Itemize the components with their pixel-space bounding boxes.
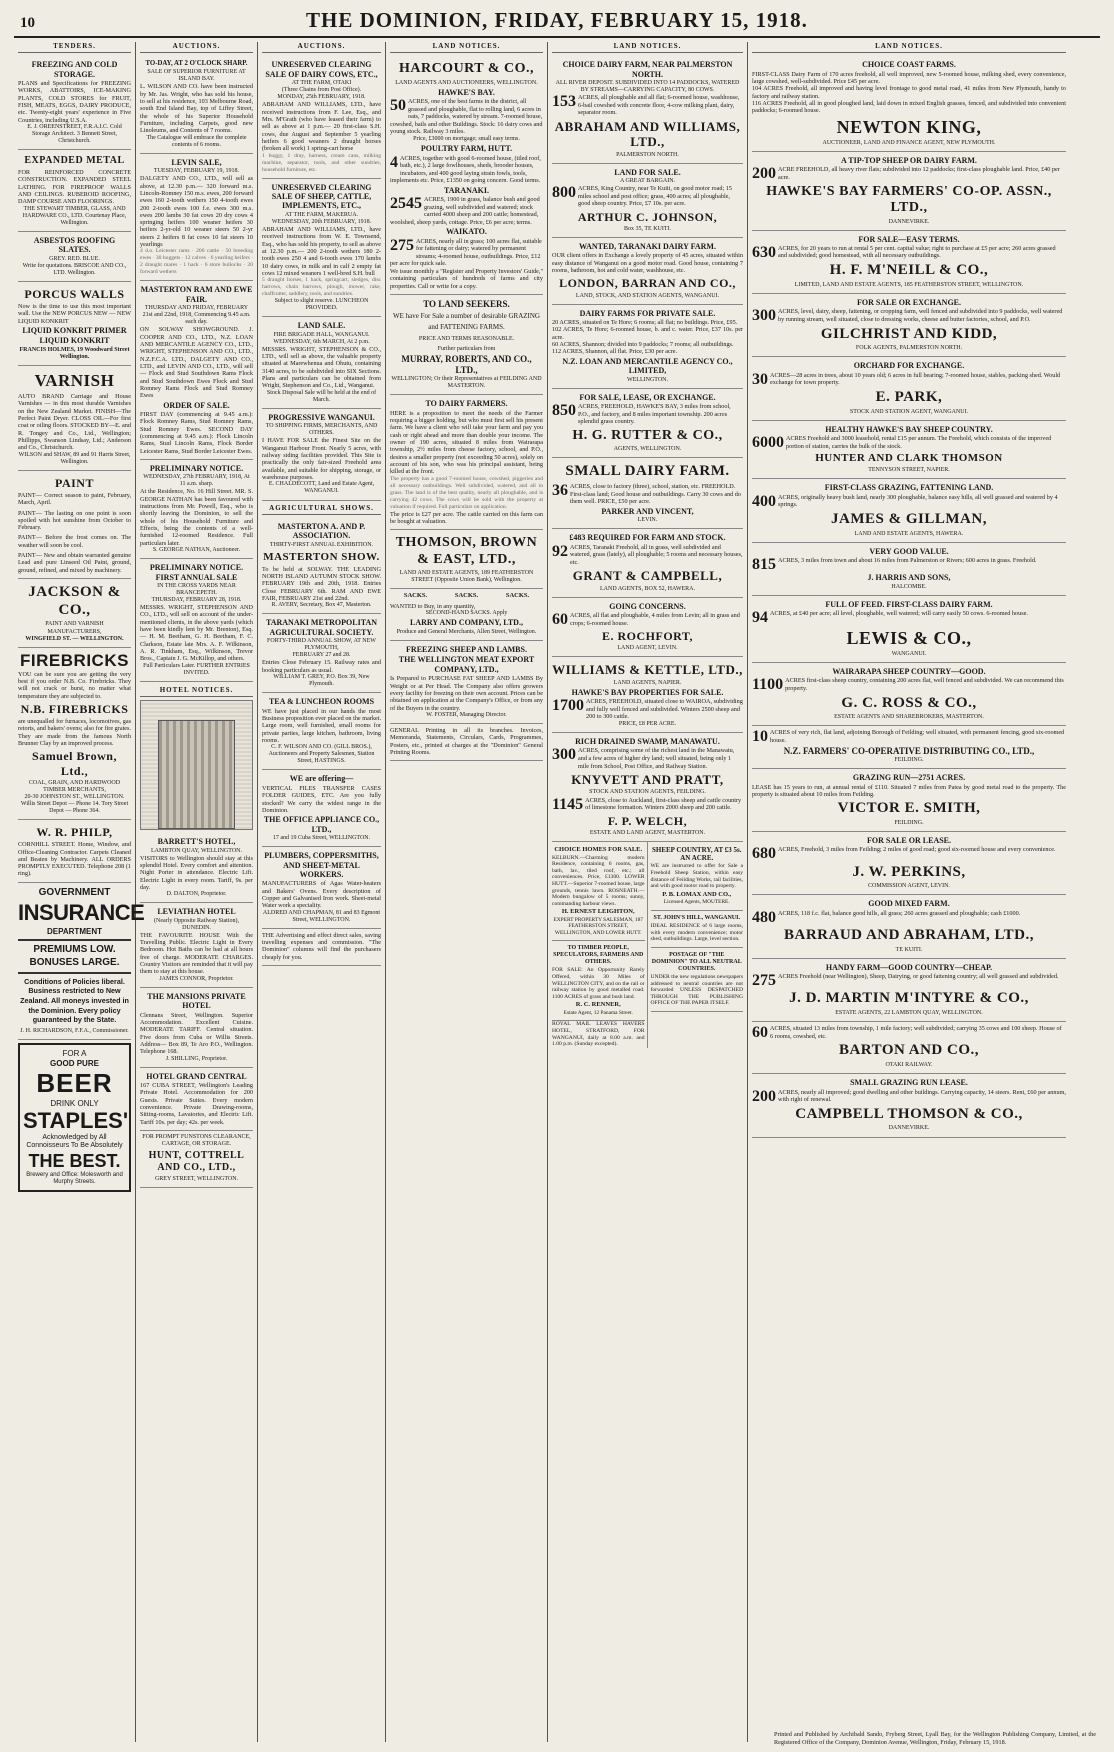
page-number: 10 <box>20 15 35 31</box>
ad-grazing-run: GRAZING RUN—2751 ACRES. LEASE has 15 years to run, at annual rental of £110. Situated 7 miles from Patea by good metal road to the property. The property is situated about 10 miles from Feilding. VICTOR E. SMITH, FEILDING. <box>752 769 1066 832</box>
ad-furniture-sale: TO-DAY, AT 2 O'CLOCK SHARP. SALE OF SUPERIOR FURNITURE AT ISLAND BAY. L. WILSON AND CO. have been instructed by Mr. Jas. Wright, who has sold his house, to sell at his residence, 103 Melbourne Road, south End Island Bay, top of Liffey Street, the whole of his Superior Household Furniture, including Carpets, good new Linoleums, and Contents of 7 rooms. The Catalogue will embrace the complete contents of 6 rooms. <box>140 56 253 154</box>
ad-sacks: SACKS. SACKS. SACKS. WANTED to Buy, in any quantity, SECOND-HAND SACKS. Apply LARRY AND COMPANY, LTD., Produce and General Merchants, Allen Street, Wellington. <box>390 589 543 641</box>
column-land-notices-3 <box>748 42 1070 1742</box>
ad-freezing-sheep: FREEZING SHEEP AND LAMBS. THE WELLINGTON MEAT EXPORT COMPANY, LTD., Is Prepared to PURCHASE FAT SHEEP AND LAMBS By Weight or at Per Head. The Company also offers growers every facility for freezing on their own account. Prices can be obtained on application at the Company's Office, or from any of the Buyers in the country. W. FOSTER, Managing Director. <box>390 641 543 724</box>
ad-orchard: ORCHARD FOR EXCHANGE. 30 ACRES—28 acres in trees, about 10 years old; 6 acres in full bearing; 7-roomed house, stables, packing shed. Would exchange for town property. E. PARK, STOCK AND STATION AGENT, WANGANUI. <box>752 357 1066 420</box>
ad-rich-flat-land: 10 ACRES of very rich, flat land, adjoining Borough of Feilding; well situated, with permanent fencing, good six-roomed house. N.Z. FARMERS' CO-OPERATIVE DISTRIBUTING CO., LTD., FEILDING. <box>752 726 1066 769</box>
ad-full-of-feed: FULL OF FEED. FIRST-CLASS DAIRY FARM. 94 ACRES, at £40 per acre; all level, ploughable, well watered; will carry easily 50 cows. 6-roomed house. LEWIS & CO., WANGANUI. <box>752 596 1066 663</box>
ad-firebricks: FIREBRICKS YOU can be sure you are getting the very best if you order N.B. Co. Firebricks. They will not crack or burst, no matter what temperature they are subjected to. N.B. FIREBRICKS are unequalled for furnaces, locomotives, gas retorts, and bakers' ovens; also for fire grates. They are made from the famous North Brunner Clay by an improved process. Samuel Brown, Ltd., COAL, GRAIN, AND HARDWOOD TIMBER MERCHANTS, 20-30 JOHNSTON ST., WELLINGTON. Willis Street Depot — Phone 14. Tory Street Depot — Phone 364. <box>18 648 131 820</box>
ad-levin-sale: LEVIN SALE, TUESDAY, FEBRUARY 19, 1918. DALGETY AND CO., LTD., will sell as above, at 12.30 p.m.— 320 forward m.s. Lincoln-Romney 150 m.s. ewes, 200 forward ewes 160 2-tooth wethers 150 4-tooth ewes 200 2-tooth ewes 100 f.e. ewes 300 m.s. ewes 200 lambs 30 fat cows 20 dry cows 4 springing heifers 100 weaner heifers 30 heifers 2-yr-old 10 weaner steers 50 2-yr steers 2 heifers 8 fat cows 10 fat steers 10 yearlings 4 d.o. Leicester rams · 200 cattle · 50 breeding ewes · 30 hoggets · 12 calves · 6 yearling heifers · 2 draught mares · 1 hack · 6 store bullocks · 20 forward wethers <box>140 154 253 282</box>
ad-first-annual-sale: PRELIMINARY NOTICE. FIRST ANNUAL SALE IN THE CROSS YARDS NEAR BRANCEPETH. THURSDAY, FEBRUARY 28, 1918. MESSRS. WRIGHT, STEPHENSON AND CO., LTD., will sell on account of the under-mentioned clients, in the above yards (which have been kindly lent by Mr. Brenton), Esq.— H. M. Beetham, G. H. Beetham, F. C. Clarkson, Estate late Mrs. A. F. Wilkinson, A. R. Tinkham, Esq., Wilkinson, Trevor Bros., Captain J. G. McKillop, and others. Full Particulars Later. FURTHER ENTRIES INVITED. <box>140 559 253 682</box>
ad-preliminary-notice: PRELIMINARY NOTICE. WEDNESDAY, 27th FEBRUARY, 1918, At 11 a.m. sharp. At the Residence, No. 16 Hill Street. MR. S. GEORGE NATHAN has been favoured with instructions from Mr. Powell, Esq., who is shortly leaving the Dominion, to sell the whole of his Household Furniture and Effects, being the contents of a well-furnished 12-roomed Residence. Full particulars later. S. GEORGE NATHAN, Auctioneer. <box>140 460 253 559</box>
ad-going-concerns: GOING CONCERNS. 60 ACRES, all flat and ploughable, 4 miles from Levin; all in grass and crops; 6-roomed house. E. ROCHFORT, LAND AGENT, LEVIN. <box>552 598 743 658</box>
ad-wairarapa-sheep: WAIRARAPA SHEEP COUNTRY—GOOD. 1100 ACRES first-class sheep country, containing 200 acres flat, well fenced and subdivided. We can recommend this property. G. C. ROSS & CO., ESTATE AGENTS AND SHAREBROKERS, MASTERTON. <box>752 663 1066 726</box>
ad-postage: POSTAGE OF "THE DOMINION" TO ALL NEUTRAL COUNTRIES. UNDER the new regulations newspapers addressed to neutral countries are not forwarded UNLESS DESPATCHED THROUGH THE PUBLISHING OFFICE OF THE PAPER ITSELF. <box>651 948 744 1012</box>
ad-taranaki-show: TARANAKI METROPOLITAN AGRICULTURAL SOCIETY. FORTY-THIRD ANNUAL SHOW, AT NEW PLYMOUTH, FEBRUARY 27 and 28. Entries Close February 15. Railway rates and booking particulars as usual. WILLIAM T. GREY, P.O. Box 39, New Plymouth. <box>262 614 381 693</box>
column-land-notices-1 <box>386 42 548 1742</box>
ad-varnish: VARNISH AUTO BRAND Carriage and House Varnishes — in this most durable Varnishes on the New Zealand Market. FINISH—The Perfect Paint Dryer. CLOSS OIL—For first coat or oiling floors. STOCKED BY—E. and R. Tongey and Co., Ltd., Wellington; Phillipps, Swanson Lindsay, Ltd.; Anderson and Co., Christchurch. WILSON and SHAW, 89 and 91 Harris Street, Wellington. <box>18 366 131 471</box>
ad-choice-dairy-farm: CHOICE DAIRY FARM, NEAR PALMERSTON NORTH. ALL RIVER DEPOSIT. SUBDIVIDED INTO 14 PADDOCKS, WATERED BY STREAMS—CARRYING CAPACITY, 80 COWS. 153 ACRES, all ploughable and all flat; 6-roomed house, washhouse, 6-bail cowshed with concrete floor, 4-cow milking plant, dairy, separator room. ABRAHAM AND WILLIAMS, LTD., PALMERSTON NORTH. <box>552 56 743 163</box>
column-land-notices-2 <box>548 42 748 1742</box>
ad-timber: TO TIMBER PEOPLE, SPECULATORS, FARMERS AND OTHERS. FOR SALE: An Opportunity Rarely Offered, within 30 Miles of WELLINGTON CITY, and on the rail or railway station by good metalled road. 1100 ACRES of grass and bush land. R. C. RENNER, Estate Agent, 12 Panama Street. <box>552 941 645 1021</box>
ad-clearing-sale-makerua: UNRESERVED CLEARING SALE OF SHEEP, CATTLE, IMPLEMENTS, ETC., AT THE FARM, MAKERUA. WEDNESDAY, 20th FEBRUARY, 1918. ABRAHAM AND WILLIAMS, LTD., have received instructions from W. E. Townsend, Esq., who has sold his property, to sell as above at 12.30 p.m.— 200 2-tooth wethers 180 2-tooth ewes 250 4 and 6-tooth ewes 170 lambs 10 dairy cows, in milk and in calf 2 empty fat cows 12 mixed weaners 1 well-bred S.H. bull 5 draught horses, 1 hack, springcart, sledges, disc harrows, chain harrows, plough, mower, rake, chaffcutter, saddlery, tools, and sundries. Subject to slight reserve. LUNCHEON PROVIDED. <box>262 179 381 318</box>
ad-land-seekers: TO LAND SEEKERS. WE have For Sale a number of desirable GRAZING and FATTENING FARMS. PRICE AND TERMS REASONABLE. Further particulars from MURRAY, ROBERTS, AND CO., LTD., WELLINGTON; Or their Representatives at FEILDING AND MASTERTON. <box>390 295 543 396</box>
ad-small-dairy-farm: SMALL DAIRY FARM. 36 ACRES, close to factory (three), school, station, etc. FREEHOLD. First-class land; Good house and outbuildings. Carry 30 cows and do them well. PRICE, £50 per acre. PARKER AND VINCENT, LEVIN. <box>552 458 743 529</box>
ad-wanted-taranaki: WANTED, TARANAKI DAIRY FARM. OUR client offers in Exchange a lovely property of 45 acres, situated within easy distance of Wanganui on a good motor road. Good house, containing 7 rooms, bathroom, hot and cold water, washhouse, etc. LONDON, BARRAN AND CO., LAND, STOCK, AND STATION AGENTS, WANGANUI. <box>552 238 743 305</box>
ad-plumbers: PLUMBERS, COPPERSMITHS, AND SHEET-METAL WORKERS. MANUFACTURERS of Agas Water-heaters and Bakers' Ovens. Every description of Copper and Galvanised Iron work. Sheet-metal Water work a speciality. ALDRED AND CHAPMAN, 81 and 83 Egmont Street, WELLINGTON. <box>262 847 381 929</box>
printer-imprint: Printed and Published by Archibald Sando, Fryberg Street, Lyall Bay, for the Wellington Publishing Company, Limited, at the Registered Office of the Company, Dominion Avenue, Wellington, Friday, February 15, 1918. <box>774 1731 1096 1746</box>
ad-philp: W. R. PHILP, CORNHILL STREET. Home, Window, and Office-Cleaning Contractor. Carpets Cleaned and Beaten by Machinery. ALL ORDERS PROMPTLY EXECUTED. Telephone 208 (1 ring). <box>18 820 131 883</box>
ad-freezing: FREEZING AND COLD STORAGE. PLANS and Specifications for FREEZING WORKS, ABATTOIRS, ICE-MAKING PLANTS, COLD STORES for FRUIT, FISH, MEATS, EGGS, DAIRY PRODUCE, etc. Twenty-eight years' experience in Five Countries, including U.S.A. E. J. OREENSTREET, F.R.A.I.C. Cold Storage Architect. 3 Bennett Street, Christchurch. <box>18 56 131 150</box>
column-auctions-1 <box>136 42 258 1742</box>
ad-asbestos: ASBESTOS ROOFING SLATES. GREY. RED. BLUE. Write for quotations. BRISCOE AND CO., LTD. Wellington. <box>18 232 131 282</box>
ad-rich-swamp: RICH DRAINED SWAMP, MANAWATU. 300 ACRES, comprising some of the richest land in the Manawatu, and a few acres of higher dry land; well situated, being only 1 mile from School, Post Office, and Railway Station. KNYVETT AND PRATT, STOCK AND STATION AGENTS, FEILDING. 1145 ACRES, close to Auckland, first-class sheep and cattle country of limestone formation. Winters 2000 sheep and 200 cattle. F. P. WELCH, ESTATE AND LAND AGENT, MASTERTON. <box>552 733 743 842</box>
ad-masterton-show: MASTERTON A. AND P. ASSOCIATION. THIRTY-FIRST ANNUAL EXHIBITION. MASTERTON SHOW. To be held at SOLWAY. THE LEADING NORTH ISLAND AUTUMN STOCK SHOW. FEBRUARY 19th and 20th, 1918. Entries Close FEBRUARY 6th. RAM AND EWE FAIR, FEBRUARY 21st and 22nd. R. AVERY, Secretary, Box 47, Masterton. <box>262 518 381 615</box>
column-tenders <box>14 42 145 1742</box>
ad-porcus: PORCUS WALLS Now is the time to use this most important wall. Use the NEW PORCUS NEW — NEW LIQUID KONKRIT LIQUID KONKRIT PRIMER LIQUID KONKRIT FRANCIS HOLMES, 19 Woodward Street Wellington. <box>18 282 131 366</box>
ad-healthy-sheep: HEALTHY HAWKE'S BAY SHEEP COUNTRY. 6000 ACRES Freehold and 3000 leasehold, rental £15 per annum. The Freehold, which consists of the improved portion of station, carries the bulk of the stock. HUNTER AND CLARK THOMSON TENNYSON STREET, NAPIER. <box>752 421 1066 480</box>
ad-jackson: JACKSON & CO., PAINT AND VARNISH MANUFACTURERS, WINGFIELD ST. — WELLINGTON. <box>18 579 131 648</box>
ad-small-grazing: SMALL GRAZING RUN LEASE. 200 ACRES, nearly all improved; good dwelling and other buildings. Carrying capacity, 14 steers. Rent, £60 per annum, with right of renewal. CAMPBELL THOMSON & CO., DANNEVIRKE. <box>752 1074 1066 1137</box>
ad-sale-lease-exchange: FOR SALE, LEASE, OR EXCHANGE. 850 ACRES, FREEHOLD, HAWKE'S BAY, 3 miles from school, P.O., and factory, and 8 miles important township. 200 acres splendid grass country. H. G. RUTTER & CO., AGENTS, WELLINGTON. <box>552 389 743 459</box>
column-header: AUCTIONS. <box>262 42 381 53</box>
ad-expanded-metal: EXPANDED METAL FOR REINFORCED CONCRETE CONSTRUCTION. EXPANDED STEEL LATHING. FOR FIREPROOF WALLS AND CEILINGS. RUBEROID ROOFING, DAMP COURSE AND FLOORINGS. THE STEWART TIMBER, GLASS, AND HARDWARE CO., LTD. Courtenay Place, Wellington. <box>18 150 131 232</box>
ad-masterton-fair: MASTERTON RAM AND EWE FAIR. THURSDAY AND FRIDAY, FEBRUARY 21st and 22nd, 1918, Commencing 9.45 a.m. each day. ON SOLWAY SHOWGROUND. J. COOPER AND CO., LTD., N.Z. LOAN AND MERCANTILE AGENCY CO., LTD., WRIGHT, STEPHENSON AND CO., LTD., N.Z.F.C.A. LTD., DALGETY AND CO., LTD., and LEVIN AND CO., LTD., will sell— Flock and Stud Southdown Rams Flock and Stud Southdown Ewes Flock and Stud Romney Rams Flock and Stud Romney Ewes ORDER OF SALE. FIRST DAY (commencing at 9.45 a.m.): Flock Romney Rams, Stud Romney Rams, Stud Romney Ewes. SECOND DAY (commencing at 9.45 a.m.): Flock Lincoln Rams, Stud Lincoln Rams, Flock Border Leicester Rams, Stud Border Leicester Ewes. <box>140 281 253 460</box>
ad-thomson-brown: THOMSON, BROWN & EAST, LTD., LAND AND ESTATE AGENTS, 189 FEATHERSTON STREET (Opposite Union Bank), Wellington. <box>390 530 543 589</box>
ad-sixty-acres: 60 ACRES, situated 13 miles from township, 1 mile factory; well subdivided; carrying 35 cows and 100 sheep. House of 6 rooms, cowshed, etc. BARTON AND CO., OTAKI RAILWAY. <box>752 1022 1066 1074</box>
ad-handy-farm: HANDY FARM—GOOD COUNTRY—CHEAP. 275 ACRES Freehold (near Wellington), Sheep, Dairying, or good fattening country; all well grassed and subdivided. J. D. MARTIN M'INTYRE & CO., ESTATE AGENTS, 22 LAMBTON QUAY, WELLINGTON. <box>752 959 1066 1022</box>
column-header: LAND NOTICES. <box>552 42 743 53</box>
ad-st-johns-hill: ST. JOHN'S HILL, WANGANUI. IDEAL RESIDENCE of 6 large rooms, with every modern convenience; motor shed, outbuildings. Large, level section. <box>651 911 744 948</box>
royal-mail: ROYAL MAIL LEAVES HAVERS HOTEL, STRATFORD, FOR WANGANUI, daily at 8.00 a.m. and 1.00 p.m. (Sunday excepted). <box>552 1021 645 1048</box>
ad-clearing-sale-otaki: UNRESERVED CLEARING SALE OF DAIRY COWS, ETC., AT THE FARM, OTAKI (Three Chains from Post Office). MONDAY, 25th FEBRUARY, 1918. ABRAHAM AND WILLIAMS, LTD., have received instructions from F. Lee, Esq., and Mrs. M'Grath (who have leased their farm) to sell as above at 1 p.m.— 20 first-class S.H. cows, due August and September 5 yearling heifers 6 good weaners 2 draught horses (broken all work) 1 spring-cart horse 1 buggy, 1 dray, harness, cream cans, milking machine, separator, tools, and other sundries, household furniture, etc. <box>262 56 381 178</box>
column-auctions-2 <box>258 42 386 1742</box>
ad-sale-or-lease: FOR SALE OR LEASE. 680 ACRES, Freehold, 3 miles from Feilding; 2 miles of good road; good six-roomed house and every convenience. J. W. PERKINS, COMMISSION AGENT, LEVIN. <box>752 832 1066 895</box>
ad-office-appliance: WE are offering— VERTICAL FILES TRANSFER CASES FOLDER GUIDES, ETC. Are you fully stocked? We carry the widest range in the Dominion. THE OFFICE APPLIANCE CO., LTD., 17 and 19 Cuba Street, WELLINGTON. <box>262 770 381 847</box>
column-header: AUCTIONS. <box>140 42 253 53</box>
ad-choice-homes: CHOICE HOMES FOR SALE. KELBURN.—Charming modern Residence, containing 6 rooms, gas, bath, lav., tiled roof, etc.; all conveniences. Price, £1300. LOWER HUTT.—Superior 7-roomed house, large grounds, tennis lawn. ROSNEATH.—Modern bungalow of 5 rooms; sunny, commanding harbour views. H. ERNEST LEIGHTON, EXPERT PROPERTY SALESMAN, 187 FEATHERSTON STREET, WELLINGTON, AND LOWER HUTT. <box>552 842 645 941</box>
column-header: LAND NOTICES. <box>390 42 543 53</box>
hotel-building-image <box>140 700 253 830</box>
ad-land-sale-wanganui: LAND SALE. FIRE BRIGADE HALL, WANGANUI. WEDNESDAY, 6th MARCH, At 2 p.m. MESSRS. WRIGHT, STEPHENSON & CO., LTD., will sell as above, the valuable property situated at Marewhenua and Ohutu, containing 3140 acres, to be subdivided into SIX Sections. Plans and particulars can be obtained from Wright, Stephenson and Co., Ltd., Wanganui. Stock Disposal Sale will be held at the end of March. <box>262 317 381 409</box>
ad-easy-terms: FOR SALE—EASY TERMS. 630 ACRES, for 20 years to run at rental 5 per cent. capital value; right to purchase at £5 per acre; 260 acres grassed and subdivided; good homestead, with all necessary outbuildings. H. F. M'NEILL & CO., LIMITED, LAND AND ESTATE AGENTS, 185 FEATHERSTON STREET, WELLINGTON. <box>752 231 1066 294</box>
ad-farm-and-stock: £483 REQUIRED FOR FARM AND STOCK. 92 ACRES, Taranaki Freehold, all in grass, well subdivided and watered, grass (lately), all ploughable; 5 rooms and necessary houses, etc. GRANT & CAMPBELL, LAND AGENTS, BOX 52, HAWERA. <box>552 529 743 597</box>
ad-staples-beer: FOR A GOOD PURE BEER DRINK ONLY STAPLES' Acknowledged by All Connoisseurs To Be Absolutely THE BEST. Brewery and Office: Molesworth and Murphy Streets. <box>18 1043 131 1192</box>
ad-mixed-farm: GOOD MIXED FARM. 480 ACRES, 118 f.c. flat, balance good hills, all grass; 260 acres grassed and ploughable; cash £1000. BARRAUD AND ABRAHAM, LTD., TE KUITI. <box>752 895 1066 958</box>
ad-hunt-cottrell: FOR PROMPT FUNSTONS CLEARANCE, CARTAGE, OR STORAGE. HUNT, COTTRELL AND CO., LTD., GREY STREET, WELLINGTON. <box>140 1131 253 1188</box>
split-section <box>552 842 743 1048</box>
ad-sheep-country: SHEEP COUNTRY, AT £3 5s. AN ACRE. WE are instructed to offer for Sale a Freehold Sheep Station, within easy distance of Feilding Works, rail facilities, and with good motor road to property. P. B. LOMAX AND CO., Licensed Agents, MOUTERE. <box>651 842 744 911</box>
columns <box>14 42 1100 1742</box>
ad-land-for-sale: LAND FOR SALE. A GREAT BARGAIN. 800 ACRES, King Country, near Te Kuiti, on good motor road; 15 miles school and post office; grass, 400 acres; all ploughable, good sheep country. Price, £7 10s. per acre. ARTHUR C. JOHNSON, Box 35, TE KUITI. <box>552 164 743 238</box>
ad-progressive-wanganui: PROGRESSIVE WANGANUI. TO SHIPPING FIRMS, MERCHANTS, AND OTHERS. I HAVE FOR SALE the Finest Site on the Wanganui Harbour Front. Nearly 5 acres, with railway siding facilities provided. This Site is practically the only fair-sized Freehold area available, and suitable for shipping, storage, or warehouse purposes. E. CHALDECOTT, Land and Estate Agent, WANGANUI. <box>262 409 381 501</box>
ad-fattening-land: FIRST-CLASS GRAZING, FATTENING LAND. 400 ACRES, originally heavy bush land, nearly 300 ploughable, balance easy hills, all well grassed and watered by 4 springs. JAMES & GILLMAN, LAND AND ESTATE AGENTS, HAWERA. <box>752 479 1066 542</box>
ad-williams-kettle: WILLIAMS & KETTLE, LTD., LAND AGENTS, NAPIER. HAWKE'S BAY PROPERTIES FOR SALE. 1700 ACRES, FREEHOLD, situated close to WAIROA, subdividing and fully well fenced and subdivided. Winters 2500 sheep and 200 to 300 cattle. PRICE, £8 PER ACRE. <box>552 657 743 733</box>
ad-grand-central: HOTEL GRAND CENTRAL 167 CUBA STREET, Wellington's Leading Private Hotel. Accommodation for 200 Guests. Private Suites. Every modern convenience. Private Drawing-rooms, Sitting-rooms, Lavatories, and Electric Lift. Tariff 10s. per day; 42s. per week. <box>140 1068 253 1131</box>
masthead <box>14 8 1100 38</box>
ad-general-printing: GENERAL Printing in all its branches. Invoices, Memoranda, Statements, Circulars, Cards, Programmes, Posters, etc., printed at charges at the "Dominion" General Printing Rooms. <box>390 724 543 761</box>
ad-government-insurance: GOVERNMENT INSURANCE DEPARTMENT PREMIUMS LOW. BONUSES LARGE. Conditions of Policies liberal. Business restricted to New Zealand. All moneys invested in the Dominion. Every policy guaranteed by the State. J. H. RICHARDSON, F.F.A., Commissioner. <box>18 883 131 1040</box>
ad-dairy-farms-private: DAIRY FARMS FOR PRIVATE SALE. 20 ACRES, situated on Te Hore; 6 rooms; all flat; no buildings. Price, £95. 102 ACRES, Te Hore; 6-roomed house, b. and c. water. Price, £37 10s. per acre. 60 ACRES, Shannon; divided into 9 paddocks; 7 rooms; all outbuildings. 112 ACRES, Shannon, all flat. Price, £30 per acre. N.Z. LOAN AND MERCANTILE AGENCY CO., LIMITED, WELLINGTON. <box>552 305 743 389</box>
ad-leviathan-hotel: LEVIATHAN HOTEL (Nearly Opposite Railway Station), DUNEDIN. THE FAVOURITE HOUSE With the Travelling Public. Electric Light in Every Bedroom. Hot Baths can be had at all hours free of charge. MODERATE CHARGES. Country Visitors are reminded that it will pay them to stay at this house. JAMES CONNOR, Proprietor. <box>140 903 253 988</box>
hotel-header: HOTEL NOTICES. <box>140 686 253 697</box>
ad-paint: PAINT PAINT— Correct season to paint, February, March, April. PAINT— The lasting on one point is soon spoiled with hot sunshine from October to February. PAINT— Before the frost comes on. The weather will soon be cool. PAINT— New and obtain warranted genuine Lead and pure Linseed Oil Paint, ground, ground, refined, and mixed by machinery. <box>18 471 131 579</box>
column-header: LAND NOTICES. <box>752 42 1066 53</box>
ad-tea-rooms: TEA & LUNCHEON ROOMS WE have just placed in our hands the most Business proposition ever placed on the market. Large room, well furnished, small rooms for private parties, large kitchen, bathroom, living rooms. C. F. WILSON AND CO. (GILL BROS.), Auctioneers and Property Salesmen, Station Street, HASTINGS. <box>262 693 381 770</box>
ad-barretts-hotel: BARRETT'S HOTEL, LAMBTON QUAY, WELLINGTON. VISITORS to Wellington should stay at this splendid Hotel. Every comfort and attention. Night Porter in attendance. Electric Lift. Electric Light in every room. Tariff, 9s. per day. D. DALTON, Proprietor. <box>140 833 253 903</box>
ad-coast-farms: CHOICE COAST FARMS. FIRST-CLASS Dairy Farm of 170 acres freehold, all well improved, new 5-roomed house, milking shed, every convenience, large cowshed, well-subdivided. Price £45 per acre. 104 ACRES Freehold, all improved and having level frontage to good metal road, 41 miles from New Plymouth, handy to factory and railway station. 116 ACRES Freehold, all in good ploughed land, laid down in mixed English grasses, fenced, and subdivided into convenient paddocks; 6-roomed house. NEWTON KING, AUCTIONEER, LAND AND FINANCE AGENT, NEW PLYMOUTH. <box>752 56 1066 152</box>
ad-very-good-value: VERY GOOD VALUE. 815 ACRES, 3 miles from town and about 16 miles from Palmerston or Rivers; 600 acres in grass. Freehold. J. HARRIS AND SONS, HALCOMBE. <box>752 543 1066 596</box>
ad-harcourt: HARCOURT & CO., LAND AGENTS AND AUCTIONEERS, WELLINGTON. HAWKE'S BAY. 50 ACRES, one of the best farms in the district, all grassed and ploughable, flat to rolling land, 6 acres in oats, 7 paddocks, watered by stream. 7-roomed house, cowshed, bails and other Buildings. Stock: 16 dairy cows and young stock. Railway 3 miles. Price, £3000 on mortgage; small easy terms. POULTRY FARM, HUTT. 4 ACRES, together with good 6-roomed house, (tiled roof, bath, etc.), 2 large fowlhouses, sheds, brooder houses, incubators, and 400 good laying strain fowls, tools, implements etc. Price, £1350 on going concern. Good terms. TARANAKI. 2545 ACRES, 1900 in grass, balance bush and good grazing, well subdivided and watered; stock carried 4000 sheep and 200 cattle; homestead, woolshed, sheep yards, cottage. Price, £6 per acre; terms. WAIKATO. 275 ACRES, nearly all in grass; 100 acres flat, suitable for fattening or dairy; watered by permanent streams; 4-roomed house, outbuildings. Price, £12 per acre for quick sale. We issue monthly a "Register and Property Investors' Guide," containing particulars of hundreds of farms and city properties. Call or write for a copy. <box>390 56 543 295</box>
ad-advertising: THE Advertising and effect direct sales, saving travelling expenses and commission. "The Dominion" columns will find the purchasers cheaply for you. <box>262 929 381 966</box>
ad-to-dairy-farmers: TO DAIRY FARMERS. HERE is a proposition to meet the needs of the Farmer requiring a bigger holding, but who must first sell his present farm. We have a client who will take your farm and pay you cash or right ahead and more than double your income. The owner of 190 acres, situated 8 miles from Wairarapa township, 2½ miles from cheese factory, school, and P.O., desires a smaller property (not exceeding 50 acres), solely on account of his son, who was his principal assistant, being killed at the front. The property has a good 7-roomed house, cowshed, piggeries and all necessary outbuildings. Well subdivided, watered, and all in grass. The land is of the best quality, nearly all ploughable, and is carrying 42 cows. The cows will be sold with the property at valuation if required. Full particulars on application. The price is £27 per acre. The cattle carried on this farm can be bought at valuation. <box>390 395 543 530</box>
column-header: TENDERS. <box>18 42 131 53</box>
newspaper-title: THE DOMINION, FRIDAY, FEBRUARY 15, 1918. <box>306 8 808 32</box>
ad-tiptop-farm: A TIP-TOP SHEEP OR DAIRY FARM. 200 ACRE FREEHOLD, all heavy river flats; subdivided into 12 paddocks; first-class ploughable land. Price, £40 per acre. HAWKE'S BAY FARMERS' CO-OP. ASSN., LTD., DANNEVIRKE. <box>752 152 1066 231</box>
agri-header: AGRICULTURAL SHOWS. <box>262 504 381 515</box>
ad-sale-or-exchange: FOR SALE OR EXCHANGE. 300 ACRES, level, dairy, sheep, fattening, or cropping farm, well fenced and subdivided into 9 paddocks, well watered by running stream, well situated, close to dressing works, cheese and butter factories, school, and P.O. GILCHRIST AND KIDD, FOLK AGENTS, PALMERSTON NORTH. <box>752 294 1066 357</box>
ad-mansions-hotel: THE MANSIONS PRIVATE HOTEL Clennans Street, Wellington. Superior Accommodation. Excellent Cuisine. MODERATE TARIFF. Central situation. Five doors from Cuba or Willis Streets. Address— Box 89, Te Aro P.O., Wellington. Telephone 168. J. SHILLING, Proprietor. <box>140 988 253 1068</box>
